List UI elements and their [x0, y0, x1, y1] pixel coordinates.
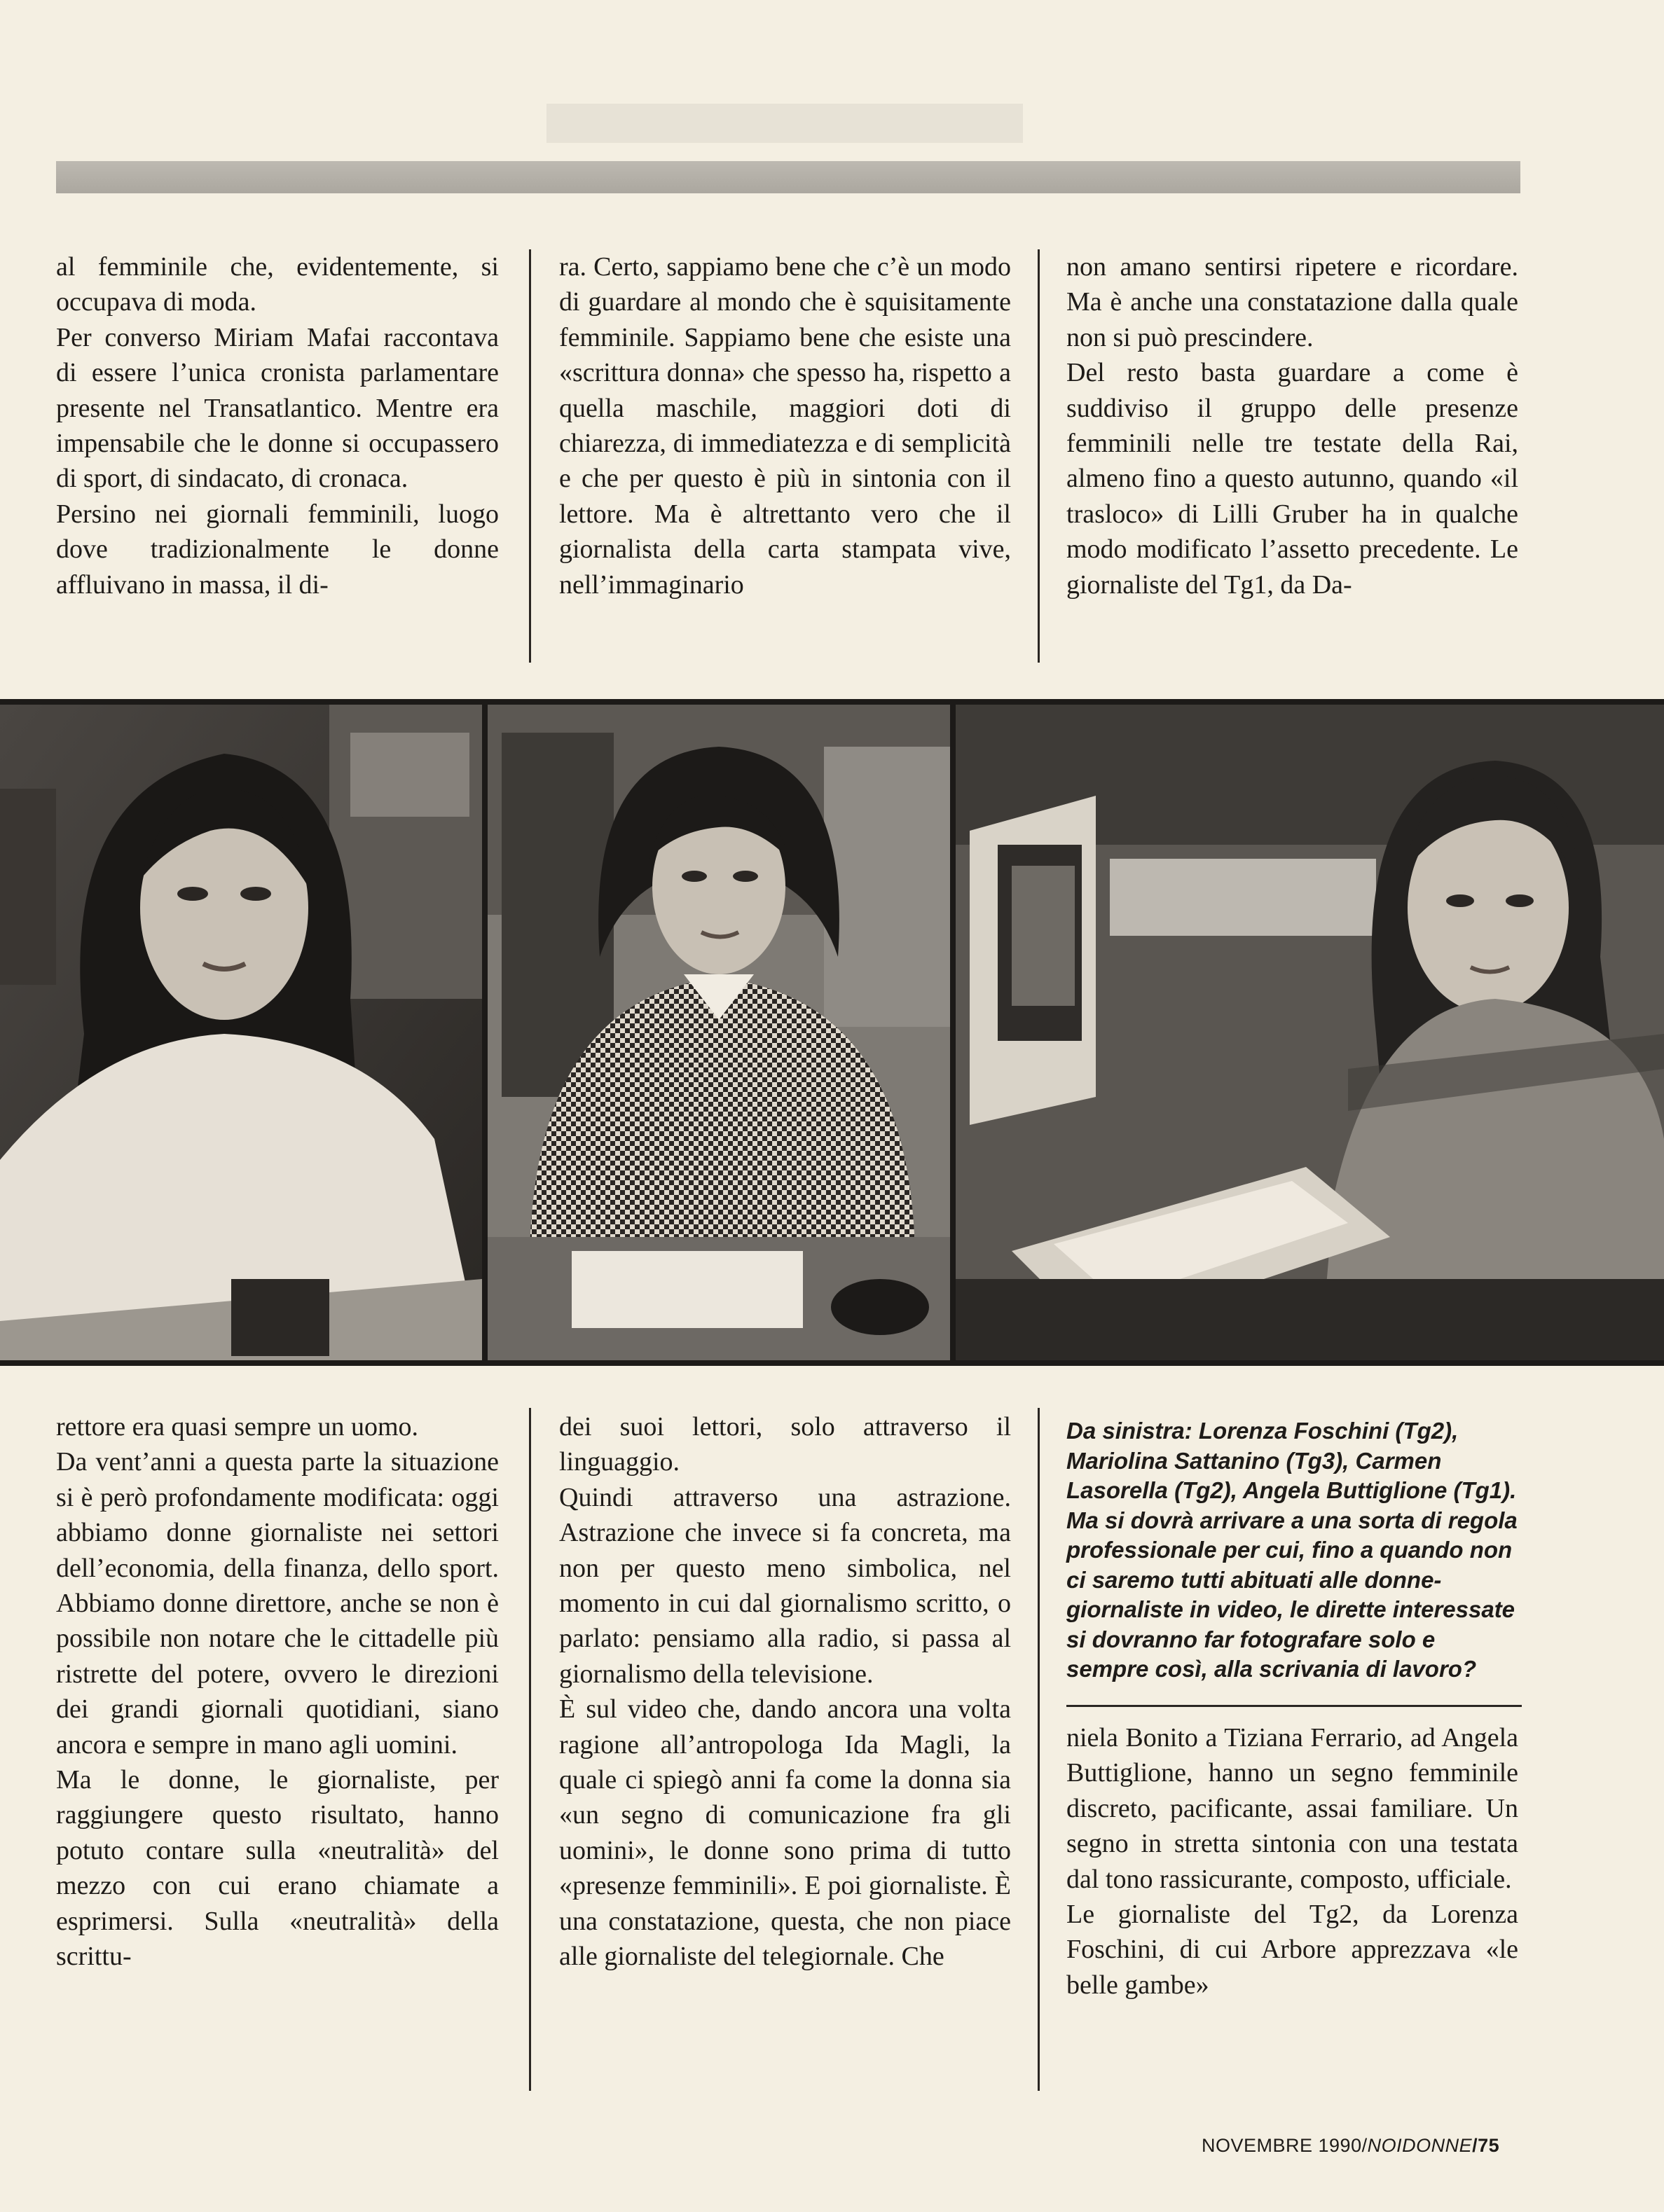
photo-angela-buttiglione: [956, 705, 1664, 1360]
header-bar: [56, 161, 1520, 193]
column-divider: [1038, 1408, 1040, 2091]
photo-lorenza-foschini: [0, 705, 482, 1360]
paragraph: rettore era quasi sempre un uomo.: [56, 1412, 419, 1442]
header-smudge: [546, 104, 1023, 143]
paragraph: niela Bonito a Tiziana Ferrario, ad Angela Buttiglione, hanno un segno femminile discreto, pacificante, assai familiare. Un segno in stretta sintonia con una testata dal tono rassicurante, composto, ufficiale.: [1066, 1723, 1518, 1894]
paragraph: Le giornaliste del Tg2, da Lorenza Foschini, di cui Arbore apprezzava «le belle gambe»: [1066, 1900, 1518, 2000]
paragraph: Ma le donne, le giornaliste, per raggiungere questo risultato, hanno potuto contare sulla «neutralità» del mezzo con cui erano chiamate a esprimersi. Sulla «neutralità» della scrittu-: [56, 1765, 499, 1972]
photo-mariolina-sattanino: [488, 705, 950, 1360]
bottom-column-2: [559, 1409, 1011, 1975]
photo-caption: Da sinistra: Lorenza Foschini (Tg2), Mariolina Sattanino (Tg3), Carmen Lasorella (Tg2), Angela Buttiglione (Tg1). Ma si dovrà arrivare a una sorta di regola professionale per cui, fino a quando non ci saremo tutti abituati alle donne-giornaliste in video, le dirette interessate si dovranno far fotografare solo e sempre così, alla scrivania di lavoro?: [1066, 1418, 1518, 1682]
paragraph: Per converso Miriam Mafai raccontava di essere l’unica cronista parlamentare presente nel Transatlantico. Mentre era impensabile che le donne si occupassero di sport, di sindacato, di cronaca.: [56, 322, 499, 494]
paragraph: non amano sentirsi ripetere e ricordare. Ma è anche una constatazione dalla quale non si può prescindere.: [1066, 252, 1518, 352]
footer-page-number: /75: [1472, 2135, 1500, 2156]
top-column-1: [56, 249, 499, 602]
column-divider: [529, 1408, 531, 2091]
paragraph: Da vent’anni a questa parte la situazione si è però profondamente modificata: oggi abbiamo donne giornaliste nei settori dell’economia, della finanza, dello sport. Abbiamo donne direttore, anche se non è possibile non notare che le cittadelle più ristrette del potere, ovvero le direzioni dei grandi giornali quotidiani, siano ancora e sempre in mano agli uomini.: [56, 1447, 499, 1760]
caption-rule: [1066, 1705, 1522, 1707]
column-divider: [1038, 249, 1040, 663]
paragraph: Del resto basta guardare a come è suddiviso il gruppo delle presenze femminili nelle tre testate della Rai, almeno fino a questo autunno, quando «il trasloco» di Lilli Gruber ha in qualche modo modificato l’assetto precedente. Le giornaliste del Tg1, da Da-: [1066, 358, 1518, 600]
top-column-2: [559, 249, 1011, 602]
footer-date: NOVEMBRE 1990/: [1202, 2135, 1368, 2156]
bottom-column-3: [1066, 1720, 1518, 2003]
column-divider: [529, 249, 531, 663]
paragraph: dei suoi lettori, solo attraverso il linguaggio.: [559, 1412, 1011, 1477]
paragraph: ra. Certo, sappiamo bene che c’è un modo di guardare al mondo che è squisitamente femminile. Sappiamo bene che esiste una «scrittura donna» che spesso ha, rispetto a quella maschile, maggiori doti di chiarezza, di immediatezza e di semplicità e che per questo è più in sintonia con il lettore. Ma è altrettanto vero che il giornalista della carta stampata vive, nell’immaginario: [559, 252, 1011, 600]
paragraph: Quindi attraverso una astrazione. Astrazione che invece si fa concreta, ma non per questo meno simbolica, nel momento in cui dal giornalismo scritto, o parlato: pensiamo alla radio, si passa al giornalismo della televisione.: [559, 1482, 1011, 1689]
paragraph: È sul video che, dando ancora una volta ragione all’antropologa Ida Magli, la quale ci spiegò anni fa come la donna sia «un segno di comunicazione fra gli uomini», le donne sono prima di tutto «presenze femminili». E poi giornaliste. È una constatazione, questa, che non piace alle giornaliste del telegiornale. Che: [559, 1694, 1011, 1972]
paragraph: al femminile che, evidentemente, si occupava di moda.: [56, 252, 499, 317]
page-footer: [1202, 2135, 1499, 2157]
photo-strip: [0, 699, 1664, 1366]
footer-magazine: NOIDONNE: [1367, 2135, 1473, 2156]
paragraph: Persino nei giornali femminili, luogo dove tradizionalmente le donne affluivano in massa, il di-: [56, 499, 499, 600]
top-column-3: [1066, 249, 1518, 602]
bottom-column-1: [56, 1409, 499, 1975]
